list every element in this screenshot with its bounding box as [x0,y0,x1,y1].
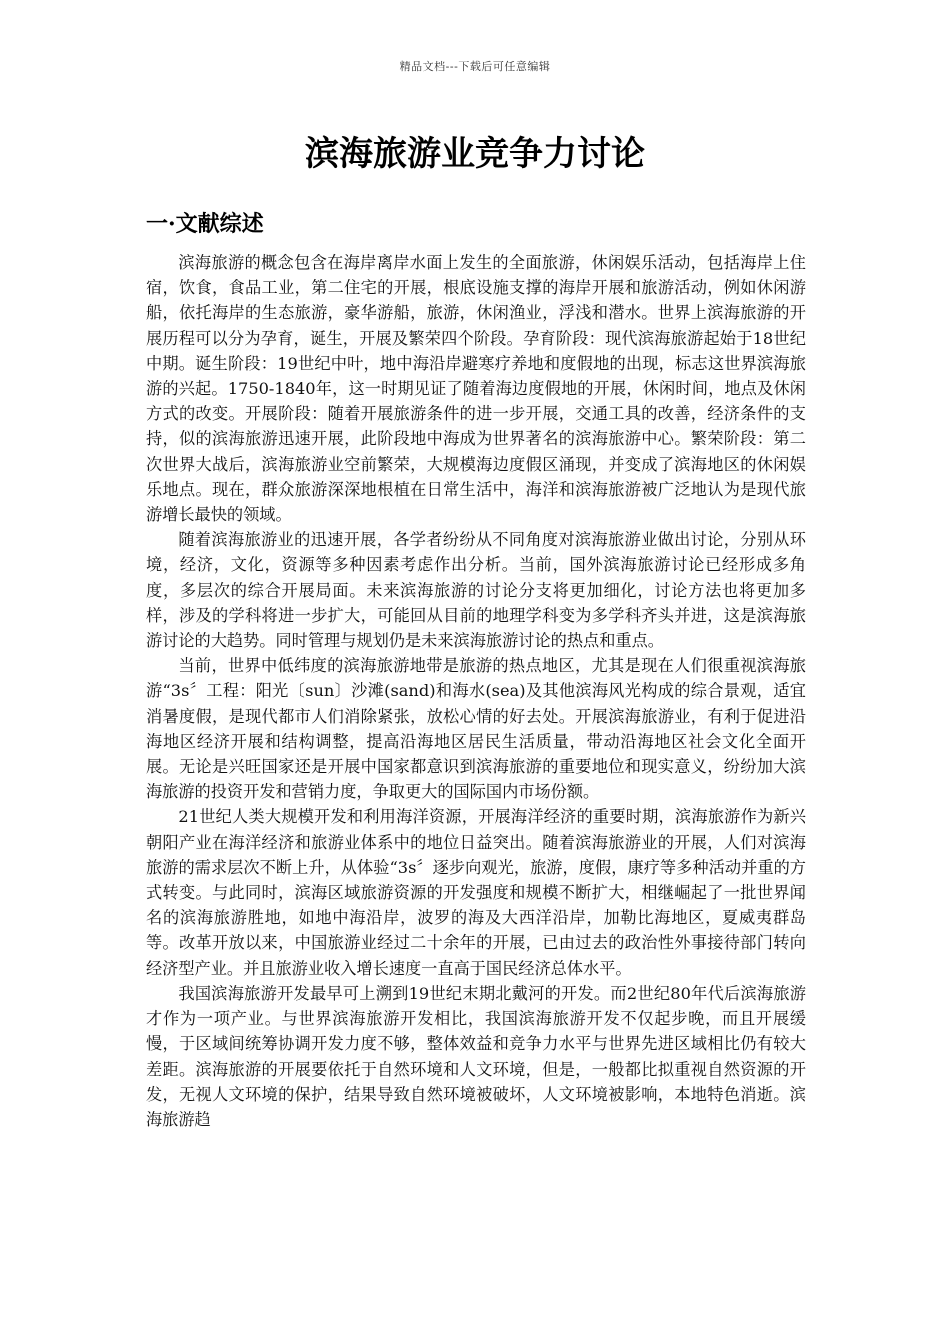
section-heading: 一·文献综述 [146,211,264,237]
paragraph: 当前，世界中低纬度的滨海旅游地带是旅游的热点地区，尤其是现在人们很重视滨海旅游“3s〞工程：阳光〔sun〕沙滩(sand)和海水(sea)及其他滨海风光构成的综合景观，适宜消暑度假，是现代都市人们消除紧张，放松心情的好去处。开展滨海旅游业，有利于促进沿海地区经济开展和结构调整，提高沿海地区居民生活质量，带动沿海地区社会文化全面开展。无论是兴旺国家还是开展中国家都意识到滨海旅游的重要地位和现实意义，纷纷加大滨海旅游的投资开发和营销力度，争取更大的国际国内市场份额。 [146,656,806,802]
paragraph: 随着滨海旅游业的迅速开展，各学者纷纷从不同角度对滨海旅游业做出讨论，分别从环境，经济，文化，资源等多种因素考虑作出分析。当前，国外滨海旅游讨论已经形成多角度，多层次的综合开展局面。未来滨海旅游的讨论分支将更加细化，讨论方法也将更加多样，涉及的学科将进一步扩大，可能回从目前的地理学科变为多学科齐头并进，这是滨海旅游讨论的大趋势。同时管理与规划仍是未来滨海旅游讨论的热点和重点。 [146,530,806,651]
paragraph: 21世纪人类大规模开发和利用海洋资源，开展海洋经济的重要时期，滨海旅游作为新兴朝阳产业在海洋经济和旅游业体系中的地位日益突出。随着滨海旅游业的开展，人们对滨海旅游的需求层次不断上升，从体验“3s〞逐步向观光，旅游，度假，康疗等多种活动并重的方式转变。与此同时，滨海区域旅游资源的开发强度和规模不断扩大，相继崛起了一批世界闻名的滨海旅游胜地，如地中海沿岸，波罗的海及大西洋沿岸，加勒比海地区，夏威夷群岛等。改革开放以来，中国旅游业经过二十余年的开展，已由过去的政治性外事接待部门转向经济型产业。并且旅游业收入增长速度一直高于国民经济总体水平。 [146,807,806,978]
paragraph: 滨海旅游的概念包含在海岸离岸水面上发生的全面旅游，休闲娱乐活动，包括海岸上住宿，饮食，食品工业，第二住宅的开展，根底设施支撑的海岸开展和旅游活动，例如休闲游船，依托海岸的生态旅游，豪华游船，旅游，休闲渔业，浮浅和潜水。世界上滨海旅游的开展历程可以分为孕育，诞生，开展及繁荣四个阶段。孕育阶段：现代滨海旅游起始于18世纪中期。诞生阶段：19世纪中叶，地中海沿岸避寒疗养地和度假地的出现，标志这世界滨海旅游的兴起。1750-1840年，这一时期见证了随着海边度假地的开展，休闲时间，地点及休闲方式的改变。开展阶段：随着开展旅游条件的进一步开展，交通工具的改善，经济条件的支持，似的滨海旅游迅速开展，此阶段地中海成为世界著名的滨海旅游中心。繁荣阶段：第二次世界大战后，滨海旅游业空前繁荣，大规模海边度假区涌现，并变成了滨海地区的休闲娱乐地点。现在，群众旅游深深地根植在日常生活中，海洋和滨海旅游被广泛地认为是现代旅游增长最快的领域。 [146,253,806,525]
paragraph: 我国滨海旅游开发最早可上溯到19世纪末期北戴河的开发。而2世纪80年代后滨海旅游才作为一项产业。与世界滨海旅游开发相比，我国滨海旅游开发不仅起步晚，而且开展缓慢，于区域间统筹协调开发力度不够，整体效益和竞争力水平与世界先进区域相比仍有较大差距。滨海旅游的开展要依托于自然环境和人文环境，但是，一般都比拟重视自然资源的开发，无视人文环境的保护，结果导致自然环境被破坏，人文环境被影响，本地特色消逝。滨海旅游趋 [146,983,806,1129]
header-note: 精品文档---下载后可任意编辑 [399,60,551,73]
body-text [146,250,806,1132]
document-title: 滨海旅游业竞争力讨论 [305,134,645,174]
